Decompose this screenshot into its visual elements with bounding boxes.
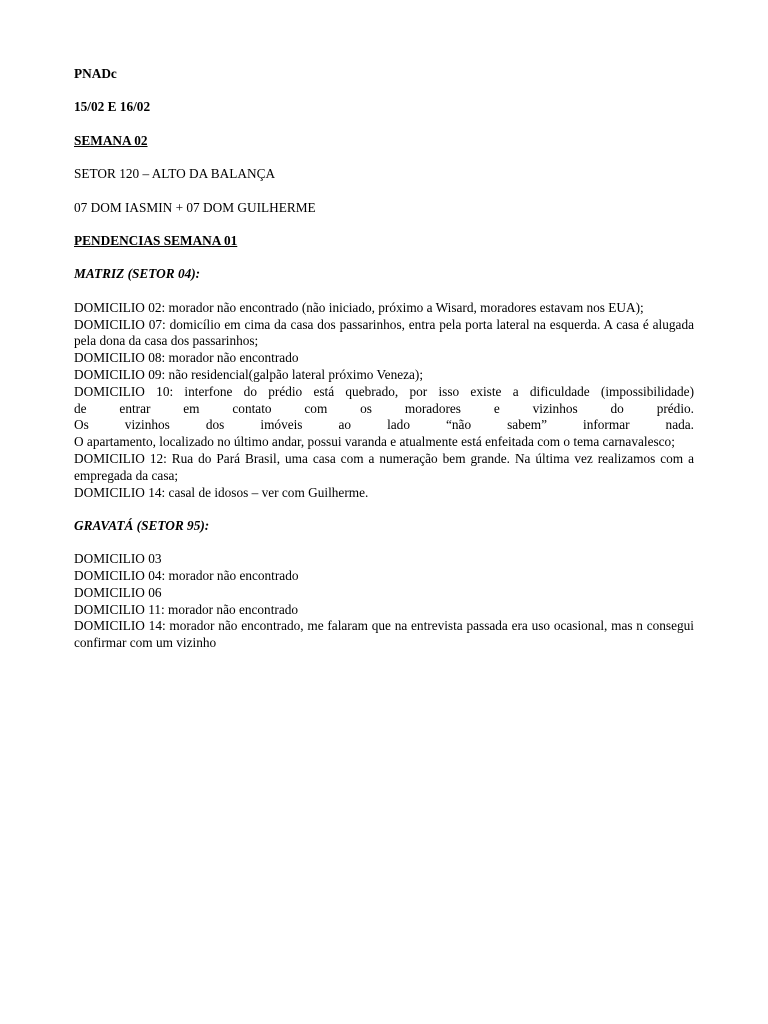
list-item: DOMICILIO 14: morador não encontrado, me falaram que na entrevista passada era uso ocasional, mas n consegui confirmar com um vizinho — [74, 618, 694, 651]
list-item: DOMICILIO 03 — [74, 551, 162, 567]
list-item: O apartamento, localizado no último andar, possui varanda e atualmente está enfeitada com o tema carnavalesco; — [74, 434, 675, 450]
list-item: Os vizinhos dos imóveis ao lado “não sabem” informar nada. — [74, 417, 694, 433]
document-title: PNADc — [74, 66, 117, 81]
sector-line: SETOR 120 – ALTO DA BALANÇA — [74, 166, 276, 182]
list-item: DOMICILIO 11: morador não encontrado — [74, 601, 299, 617]
assignment-line: 07 DOM IASMIN + 07 DOM GUILHERME — [74, 199, 316, 215]
pendencias-heading: PENDENCIAS SEMANA 01 — [74, 232, 238, 248]
list-item: DOMICILIO 09: não residencial(galpão lateral próximo Veneza); — [74, 366, 424, 382]
list-item: DOMICILIO 08: morador não encontrado — [74, 350, 299, 366]
list-item: de entrar em contato com os moradores e vizinhos do prédio. — [74, 400, 694, 416]
list-item: DOMICILIO 10: interfone do prédio está quebrado, por isso existe a dificuldade (impossibilidade) — [74, 383, 694, 399]
week-heading: SEMANA 02 — [74, 132, 148, 148]
document-dates: 15/02 E 16/02 — [74, 99, 151, 115]
list-item: DOMICILIO 07: domicílio em cima da casa dos passarinhos, entra pela porta lateral na esquerda. A casa é alugada pela dona da casa dos passarinhos; — [74, 316, 694, 349]
list-item: DOMICILIO 02: morador não encontrado (não iniciado, próximo a Wisard, moradores estavam nos EUA); — [74, 299, 644, 315]
list-item: DOMICILIO 06 — [74, 584, 162, 600]
list-item: DOMICILIO 14: casal de idosos – ver com Guilherme. — [74, 484, 369, 500]
gravata-heading: GRAVATÁ (SETOR 95): — [74, 517, 210, 533]
list-item: DOMICILIO 04: morador não encontrado — [74, 568, 299, 584]
matriz-heading: MATRIZ (SETOR 04): — [74, 266, 201, 282]
list-item: DOMICILIO 12: Rua do Pará Brasil, uma casa com a numeração bem grande. Na última vez realizamos com a empregada da casa; — [74, 450, 694, 483]
document-page — [74, 66, 694, 669]
gravata-list — [74, 551, 694, 652]
matriz-list — [74, 300, 694, 502]
